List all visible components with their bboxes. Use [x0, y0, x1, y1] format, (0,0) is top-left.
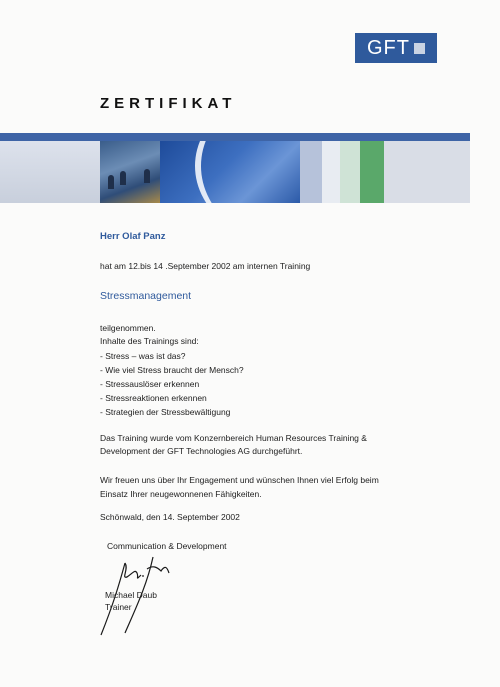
organizer-line-1: Das Training wurde vom Konzernbereich Human Resources Training & [100, 433, 367, 443]
logo-square-icon [414, 43, 425, 54]
signer-name: Michael Daub [105, 590, 157, 600]
list-item: - Stressreaktionen erkennen [100, 393, 207, 403]
list-item: - Wie viel Stress braucht der Mensch? [100, 365, 244, 375]
place-date: Schönwald, den 14. September 2002 [100, 512, 240, 522]
list-item: - Stressauslöser erkennen [100, 379, 200, 389]
header-stripe [300, 141, 322, 203]
header-stripe [384, 141, 470, 203]
certificate-title: ZERTIFIKAT [100, 95, 237, 112]
contents-heading: Inhalte des Trainings sind: [100, 336, 199, 346]
signature-stroke [125, 563, 141, 578]
wish-line-2: Einsatz Ihrer neugewonnenen Fähigkeiten. [100, 489, 262, 499]
participated-text: teilgenommen. [100, 323, 156, 333]
header-image-band [0, 141, 470, 203]
department: Communication & Development [107, 541, 227, 551]
person-figure-icon [120, 171, 126, 185]
contents-list [100, 349, 244, 419]
logo-text: GFT [367, 36, 410, 59]
signature-dot [142, 575, 144, 577]
person-figure-icon [108, 175, 114, 189]
gft-logo [355, 33, 437, 63]
header-stripe [322, 141, 340, 203]
attended-line: hat am 12.bis 14 .September 2002 am internen Training [100, 261, 311, 271]
recipient-name: Herr Olaf Panz [100, 231, 166, 242]
course-name: Stressmanagement [100, 290, 192, 302]
header-photo [100, 141, 160, 203]
list-item: - Strategien der Stressbewältigung [100, 407, 231, 417]
organizer-line-2: Development der GFT Technologies AG durchgeführt. [100, 446, 303, 456]
signer-role: Trainer [105, 602, 132, 612]
header-band-stripe [0, 133, 470, 141]
list-item: - Stress – was ist das? [100, 351, 186, 361]
header-stripe [340, 141, 360, 203]
wish-line-1: Wir freuen uns über Ihr Engagement und wünschen Ihnen viel Erfolg beim [100, 475, 379, 485]
person-figure-icon [144, 169, 150, 183]
header-stripe-green [360, 141, 384, 203]
